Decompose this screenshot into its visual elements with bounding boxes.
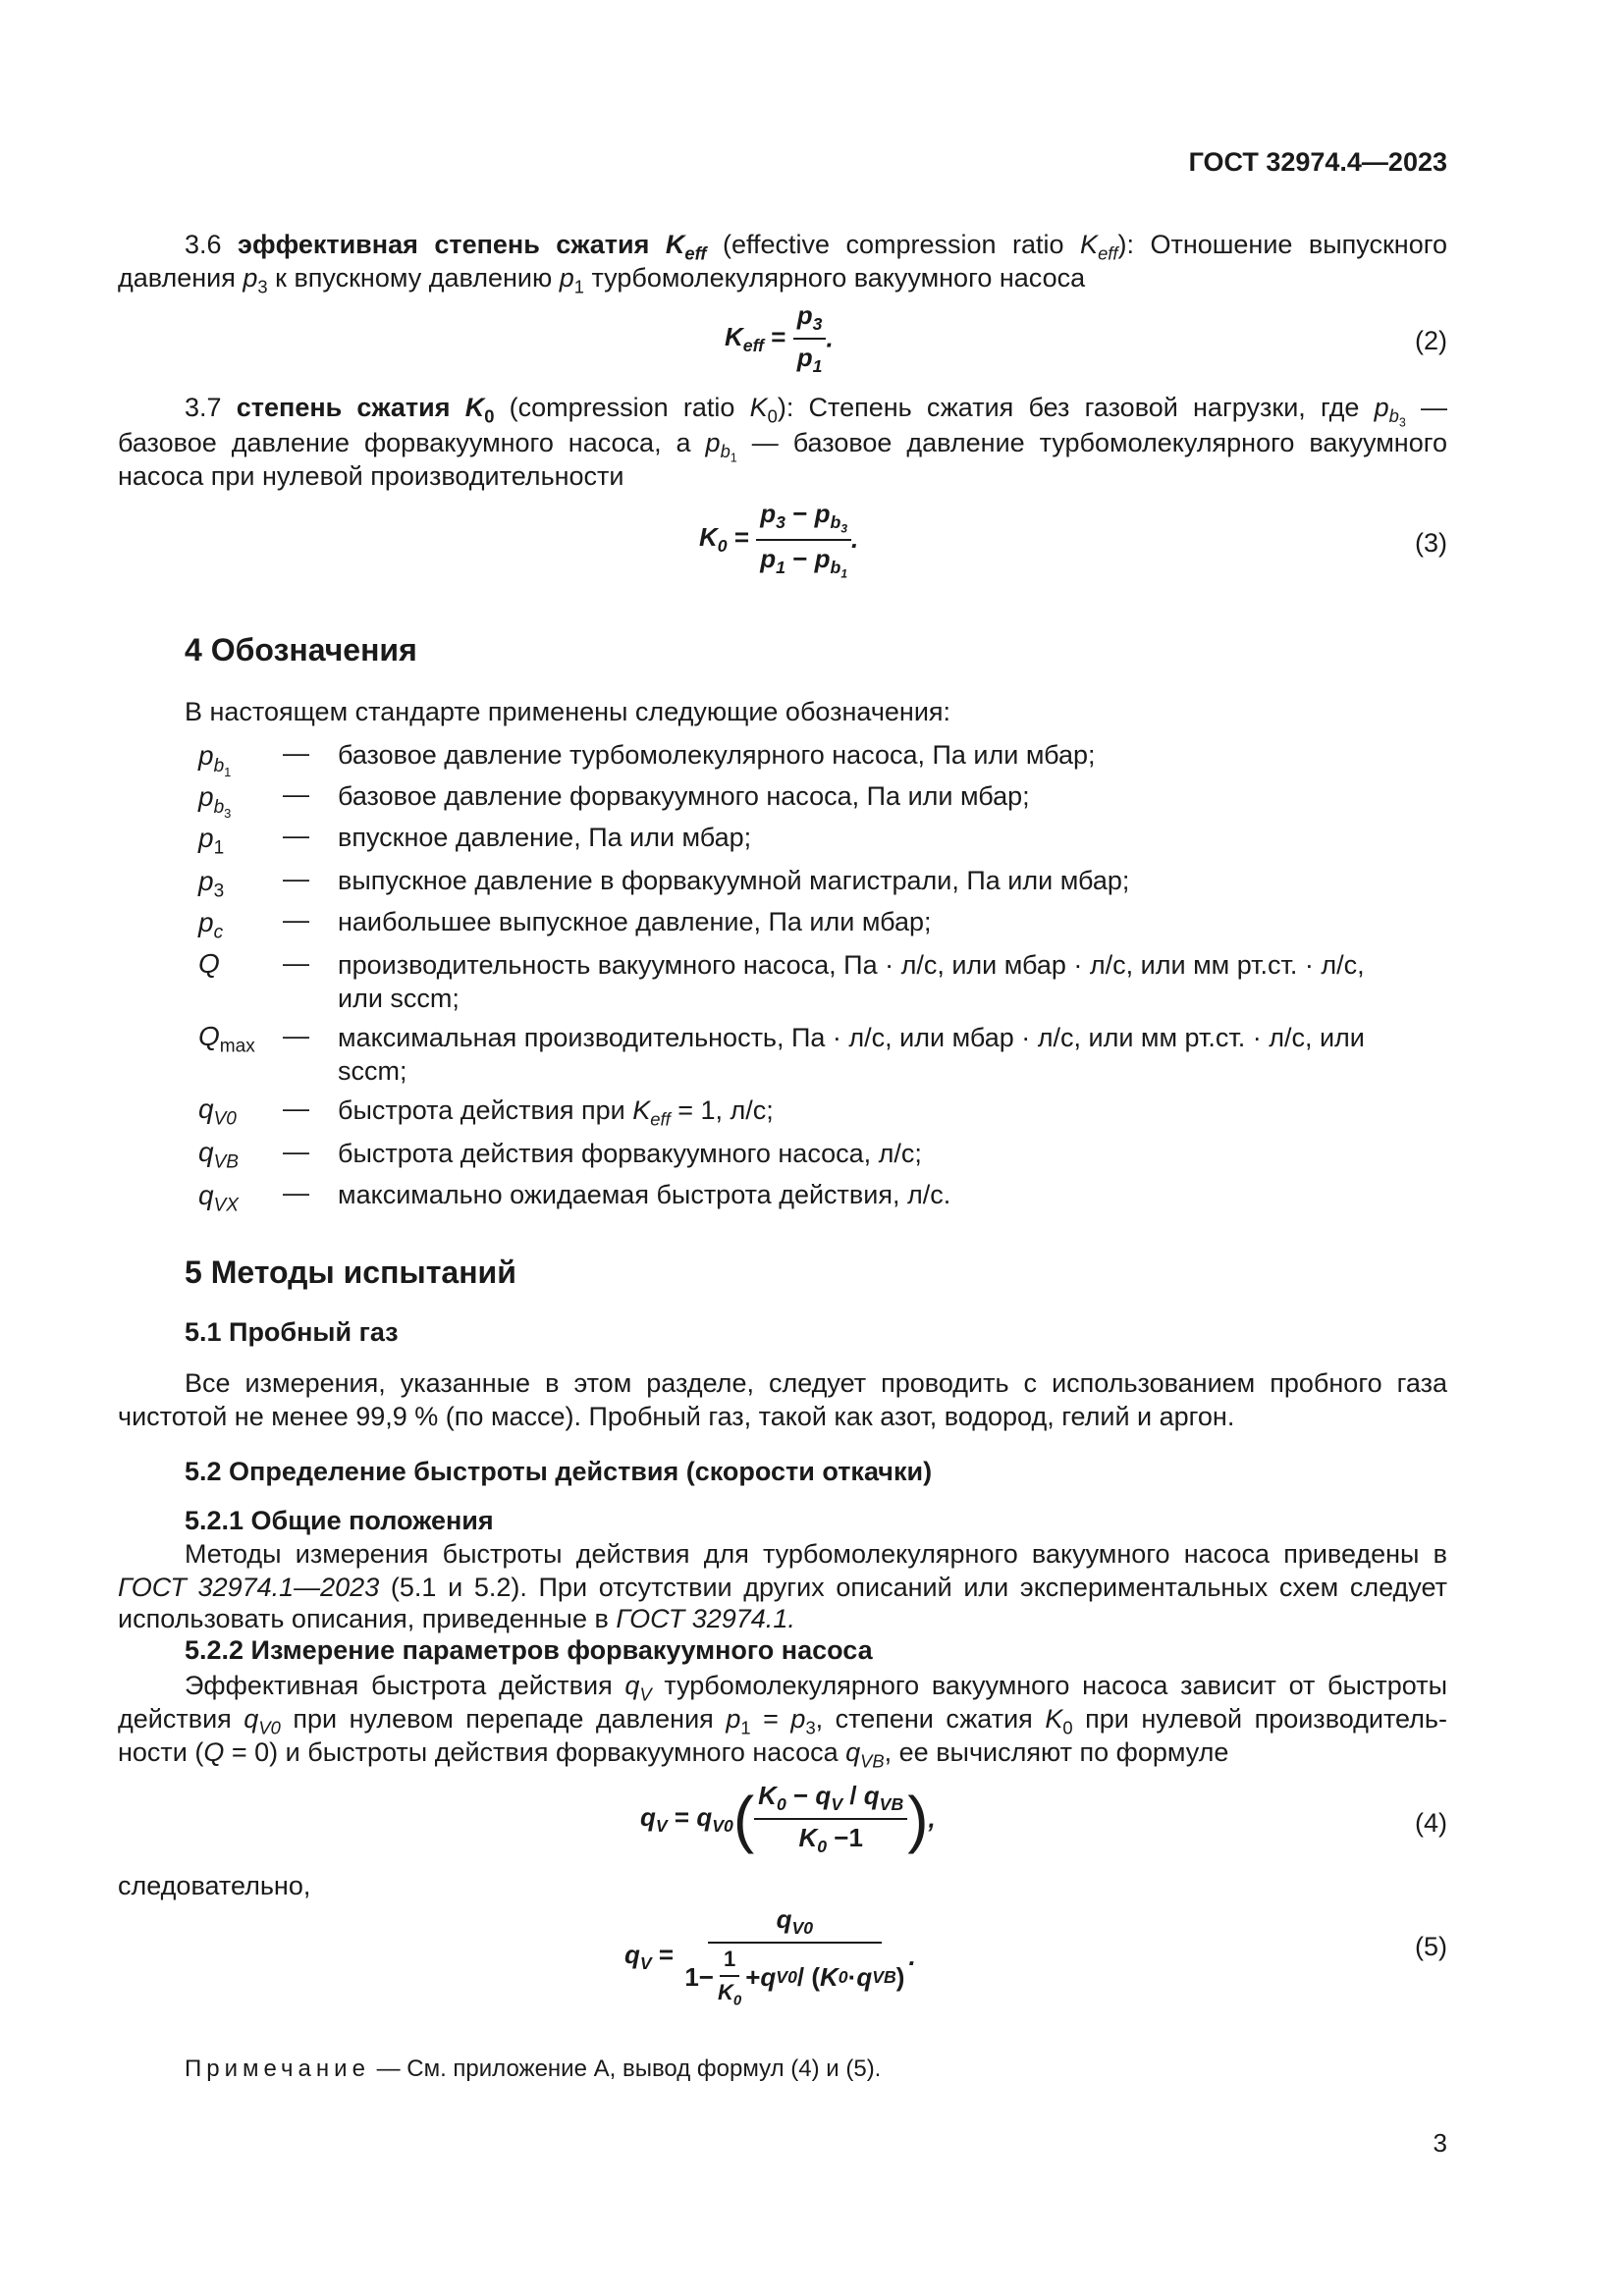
dash: — [283,1137,309,1166]
clause-3-6-line2: давления $p_3$ к впускному давлению $p_1$ турбомолекулярного вакуумного насоса [118,263,1086,297]
symbol-pc: $p_c$ [198,907,224,943]
subsection-5-2-1-line2: ГОСТ 32974.1—2023 (5.1 и 5.2). При отсутствии других описаний или экспериментальных схем следует [118,1573,1447,1602]
symbol-description: выпускное давление в форвакуумной магистрали, Па или мбар; [338,866,1130,895]
formula-5: $q_V$ = $q_{V0}$ 1− $\frac{1}{K_0}$ + q V0 / ( K 0 · q VB ) . [624,1904,916,2009]
document-code-header: ГОСТ 32974.4—2023 [1188,147,1447,177]
equation-number-4: (4) [1415,1808,1447,1838]
symbol-qv0: $q_{V0}$ [198,1094,237,1130]
symbol-description: максимальная производительность, Па · л/с, или мбар · л/с, или мм рт.ст. · л/с, или sccm; [338,1023,1365,1086]
formula-4: $q_V = q_{V0}$( $\frac{K_0 - q_V / q_{VB}}{K_0 -1}$ ), [640,1781,936,1857]
symbol-pb3: $p_{b_3}$ [198,781,232,821]
dash: — [283,779,309,809]
section-4-intro: В настоящем стандарте применены следующие обозначения: [185,697,951,726]
symbol-description: впускное давление, Па или мбар; [338,823,752,852]
subsection-5-1-line1: Все измерения, указанные в этом разделе, следует проводить с использованием пробного газа [185,1368,1447,1398]
dash: — [283,948,309,978]
symbol-description: быстрота действия при $K_{eff} = 1$, л/с; [338,1095,774,1130]
symbol-description: максимально ожидаемая быстрота действия, л/с. [338,1180,951,1209]
subsection-5-2-2-line3: ности (Q = 0) и быстроты действия форвакуумного насоса $q_{VB}$, ее вычисляют по формуле [118,1737,1229,1772]
section-5-title: 5 Методы испытаний [185,1255,516,1290]
subsection-5-2-2-line2: действия $q_{V0}$ при нулевом перепаде давления $p_1 = p_3$, степени сжатия $K_0$ при нулевой производитель- [118,1704,1447,1738]
symbol-p3: $p_3$ [198,866,225,902]
symbol-description: производительность вакуумного насоса, Па · л/с, или мбар · л/с, или мм рт.ст. · л/с, или sccm; [338,950,1365,1013]
clause-3-7-line3: насоса при нулевой производительности [118,461,624,491]
dash: — [283,864,309,893]
subsection-5-2-1-title: 5.2.1 Общие положения [185,1506,494,1535]
subsection-5-2-2-title: 5.2.2 Измерение параметров форвакуумного насоса [185,1635,873,1665]
symbol-q-flow: Q [198,948,220,979]
dash: — [283,1094,309,1123]
note: Примечание — См. приложение А, вывод формул (4) и (5). [185,2056,882,2082]
symbol-pb1: $p_{b_1}$ [198,740,232,779]
subsection-5-2-1-line3: использовать описания, приведенные в ГОСТ 32974.1. [118,1604,795,1633]
symbol-qvb: $q_{VB}$ [198,1137,239,1173]
dash: — [283,1021,309,1050]
left-paren: ( [732,1784,755,1855]
formula-3: $K_0$ = $\frac{p_3 - p_{b_3}}{p_1 - p_{b_1}}$ . [699,499,859,581]
term-compression-ratio: степень сжатия $K_0$ [236,393,495,427]
subsection-5-2-title: 5.2 Определение быстроты действия (скорости откачки) [185,1457,933,1486]
symbol-p1: $p_1$ [198,823,225,859]
page-number: 3 [1433,2128,1447,2158]
clause-3-7-line2: базовое давление форвакуумного насоса, а $p_{b_1}$ — базовое давление турбомолекулярного вакуумного [118,428,1447,466]
symbol-description: базовое давление форвакуумного насоса, Па или мбар; [338,781,1030,811]
clause-3-6-line1: 3.6 эффективная степень сжатия $K_{eff}$ (effective compression ratio $K_{eff}$): Отношение выпускного [185,230,1447,264]
term-effective-compression-ratio: эффективная степень сжатия $K_{eff}$ [238,230,707,264]
subsection-5-2-2-line1: Эффективная быстрота действия $q_V$ турбомолекулярного вакуумного насоса зависит от быстроты [185,1671,1447,1705]
subsection-5-1-title: 5.1 Пробный газ [185,1317,399,1347]
section-4-title: 4 Обозначения [185,632,417,667]
right-paren: ) [907,1784,929,1855]
equation-number-5: (5) [1415,1932,1447,1961]
symbol-qvx: $q_{VX}$ [198,1180,239,1216]
subsection-5-2-1-line1: Методы измерения быстроты действия для турбомолекулярного вакуумного насоса приведены в [185,1539,1447,1569]
formula-2: $K_{eff}$ = $\frac{p_3}{p_1}$ . [725,300,834,377]
symbol-description: наибольшее выпускное давление, Па или мбар; [338,907,932,936]
subsection-5-1-line2: чистотой не менее 99,9 % (по массе). Пробный газ, такой как азот, водород, гелий и аргон. [118,1402,1235,1431]
consequently-text: следовательно, [118,1871,311,1900]
clause-3-7-line1: 3.7 степень сжатия $K_0$ (compression ratio $K_0$): Степень сжатия без газовой нагрузки, где $p_{b_3}$ — [185,393,1447,431]
equation-number-3: (3) [1415,528,1447,558]
equation-number-2: (2) [1415,326,1447,355]
symbol-qmax: $Q_{max}$ [198,1021,255,1057]
symbol-description: базовое давление турбомолекулярного насоса, Па или мбар; [338,740,1096,770]
dash: — [283,905,309,934]
dash: — [283,738,309,768]
symbol-description: быстрота действия форвакуумного насоса, л/с; [338,1139,922,1168]
dash: — [283,1178,309,1207]
dash: — [283,821,309,850]
